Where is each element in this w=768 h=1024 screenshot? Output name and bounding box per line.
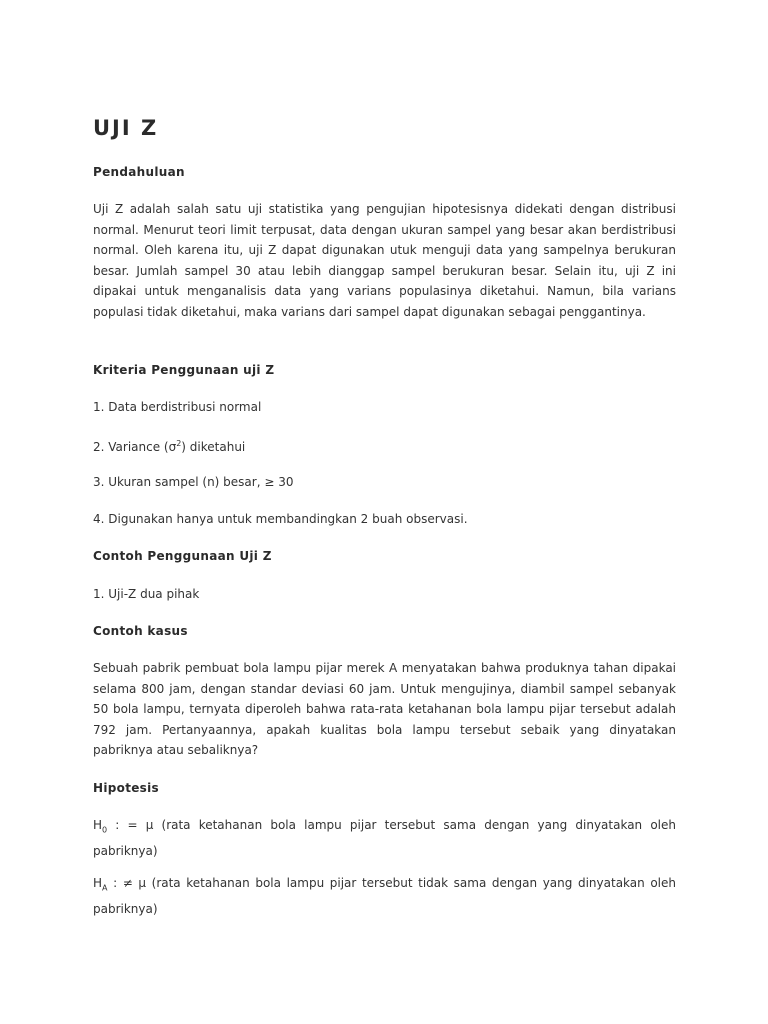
criteria-item-2-suffix: ) diketahui — [181, 440, 246, 454]
hypothesis-h0 — [93, 815, 676, 861]
case-paragraph: Sebuah pabrik pembuat bola lampu pijar merek A menyatakan bahwa produknya tahan dipakai selama 800 jam, dengan standar deviasi 60 jam. Untuk mengujinya, diambil sampel sebanyak 50 bola lampu, ternyata diperoleh bahwa rata-rata ketahanan bola lampu pijar tersebut adalah 792 jam. Pertanyaannya, apakah kualitas bola lampu tersebut sebaik yang dinyatakan pabriknya atau sebaliknya? — [93, 661, 676, 757]
section-heading-intro: Pendahuluan — [93, 165, 185, 179]
intro-paragraph: Uji Z adalah salah satu uji statistika yang pengujian hipotesisnya didekati dengan distribusi normal. Menurut teori limit terpusat, data dengan ukuran sampel yang besar akan berdistribusi normal. Oleh karena itu, uji Z dapat digunakan utuk menguji data yang sampelnya berukuran besar. Jumlah sampel 30 atau lebih dianggap sampel berukuran besar. Selain itu, uji Z ini dipakai untuk menganalisis data yang varians populasinya diketahui. Namun, bila varians populasi tidak diketahui, maka varians dari sampel dapat digunakan sebagai penggantinya. — [93, 202, 676, 319]
ha-text: : ≠ μ (rata ketahanan bola lampu pijar tersebut tidak sama dengan yang dinyatakan oleh pabriknya) — [93, 876, 676, 916]
ha-subscript: A — [102, 883, 108, 893]
hypothesis-ha — [93, 873, 676, 919]
criteria-item-2-superscript: 2 — [176, 439, 182, 448]
h0-label: H — [93, 818, 103, 832]
h0-subscript: 0 — [102, 825, 108, 835]
criteria-item-1: 1. Data berdistribusi normal — [93, 400, 262, 414]
section-heading-case: Contoh kasus — [93, 624, 188, 638]
ha-label: H — [93, 876, 103, 890]
usage-item-1: 1. Uji-Z dua pihak — [93, 587, 200, 601]
criteria-item-3: 3. Ukuran sampel (n) besar, ≥ 30 — [93, 475, 294, 489]
h0-text: : = μ (rata ketahanan bola lampu pijar tersebut sama dengan yang dinyatakan oleh pabriknya) — [93, 818, 676, 858]
section-heading-usage: Contoh Penggunaan Uji Z — [93, 549, 272, 563]
criteria-item-4: 4. Digunakan hanya untuk membandingkan 2 buah observasi. — [93, 512, 468, 526]
section-heading-hypothesis: Hipotesis — [93, 781, 159, 795]
criteria-item-2-prefix: 2. Variance (σ — [93, 440, 177, 454]
section-heading-criteria: Kriteria Penggunaan uji Z — [93, 363, 275, 377]
page-title: UJI Z — [93, 116, 159, 140]
criteria-item-2 — [93, 436, 245, 455]
